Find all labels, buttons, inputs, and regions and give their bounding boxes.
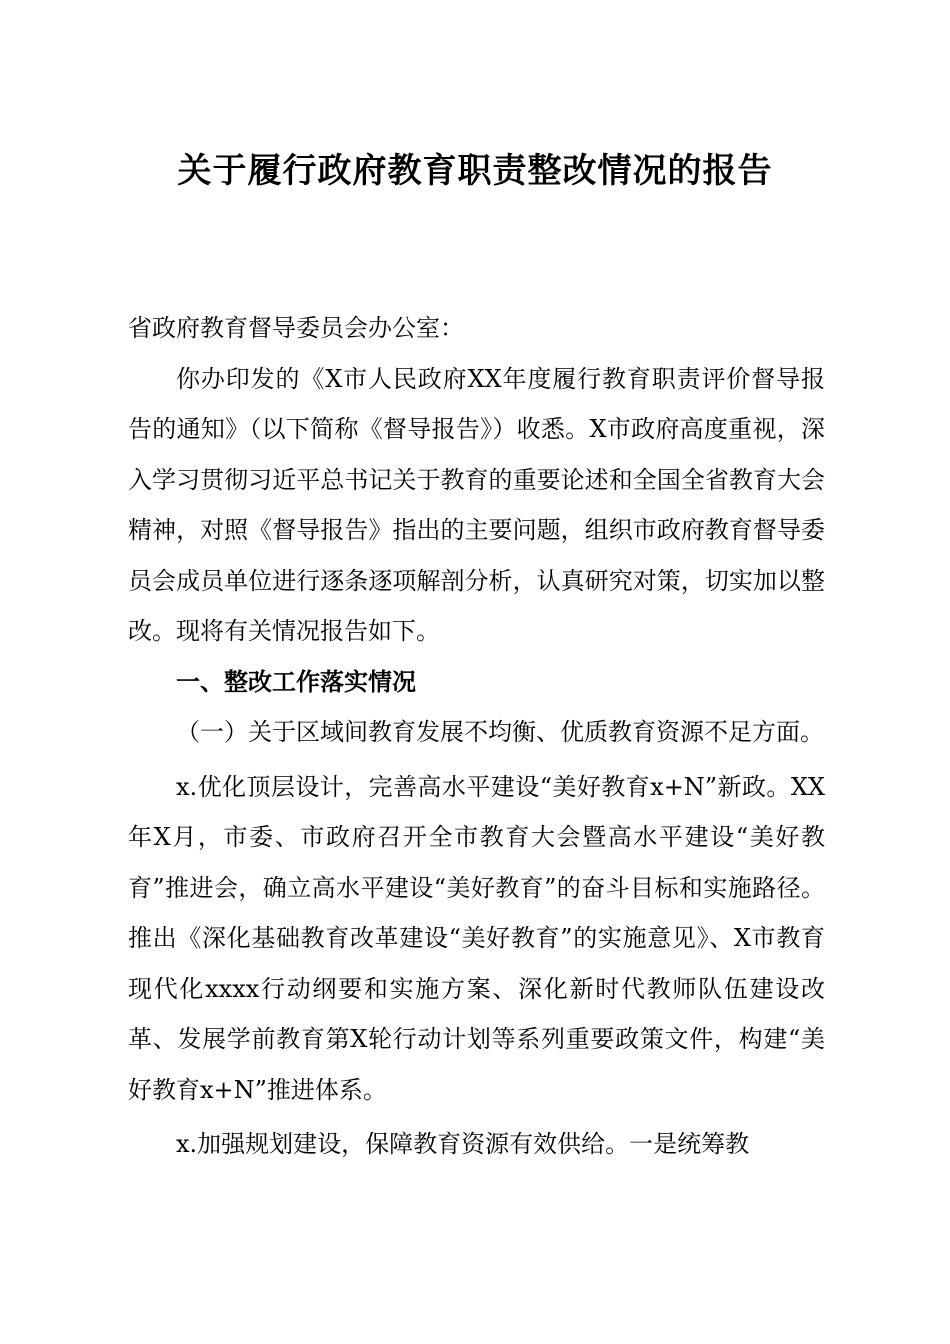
item-paragraph-1: x.优化顶层设计，完善高水平建设“美好教育x+N”新政。XX年X月，市委、市政府召开全市教育大会暨高水平建设“美好教育”推进会，确立高水平建设“美好教育”的奋斗目标和实施路径。推出《深化基础教育改革建设“美好教育”的实施意见》、X市教育现代化xxxx行动纲要和实施方案、深化新时代教师队伍建设改革、发展学前教育第X轮行动计划等系列重要政策文件，构建“美好教育x+N”推进体系。	[128, 772, 825, 1104]
document-title: 关于履行政府教育职责整改情况的报告	[177, 151, 773, 191]
intro-paragraph: 你办印发的《X市人民政府XX年度履行教育职责评价督导报告的通知》（以下简称《督导报告》）收悉。X市政府高度重视，深入学习贯彻习近平总书记关于教育的重要论述和全国全省教育大会精神，对照《督导报告》指出的主要问题，组织市政府教育督导委员会成员单位进行逐条逐项解剖分析，认真研究对策，切实加以整改。现将有关情况报告如下。	[128, 364, 825, 645]
section-heading: 一、整改工作落实情况	[176, 667, 416, 696]
document-body	[128, 303, 825, 1170]
item-paragraph-2: x.加强规划建设，保障教育资源有效供给。一是统筹教	[176, 1130, 750, 1158]
salutation: 省政府教育督导委员会办公室：	[128, 314, 464, 342]
subsection-heading: （一）关于区域间教育发展不均衡、优质教育资源不足方面。	[176, 718, 824, 746]
